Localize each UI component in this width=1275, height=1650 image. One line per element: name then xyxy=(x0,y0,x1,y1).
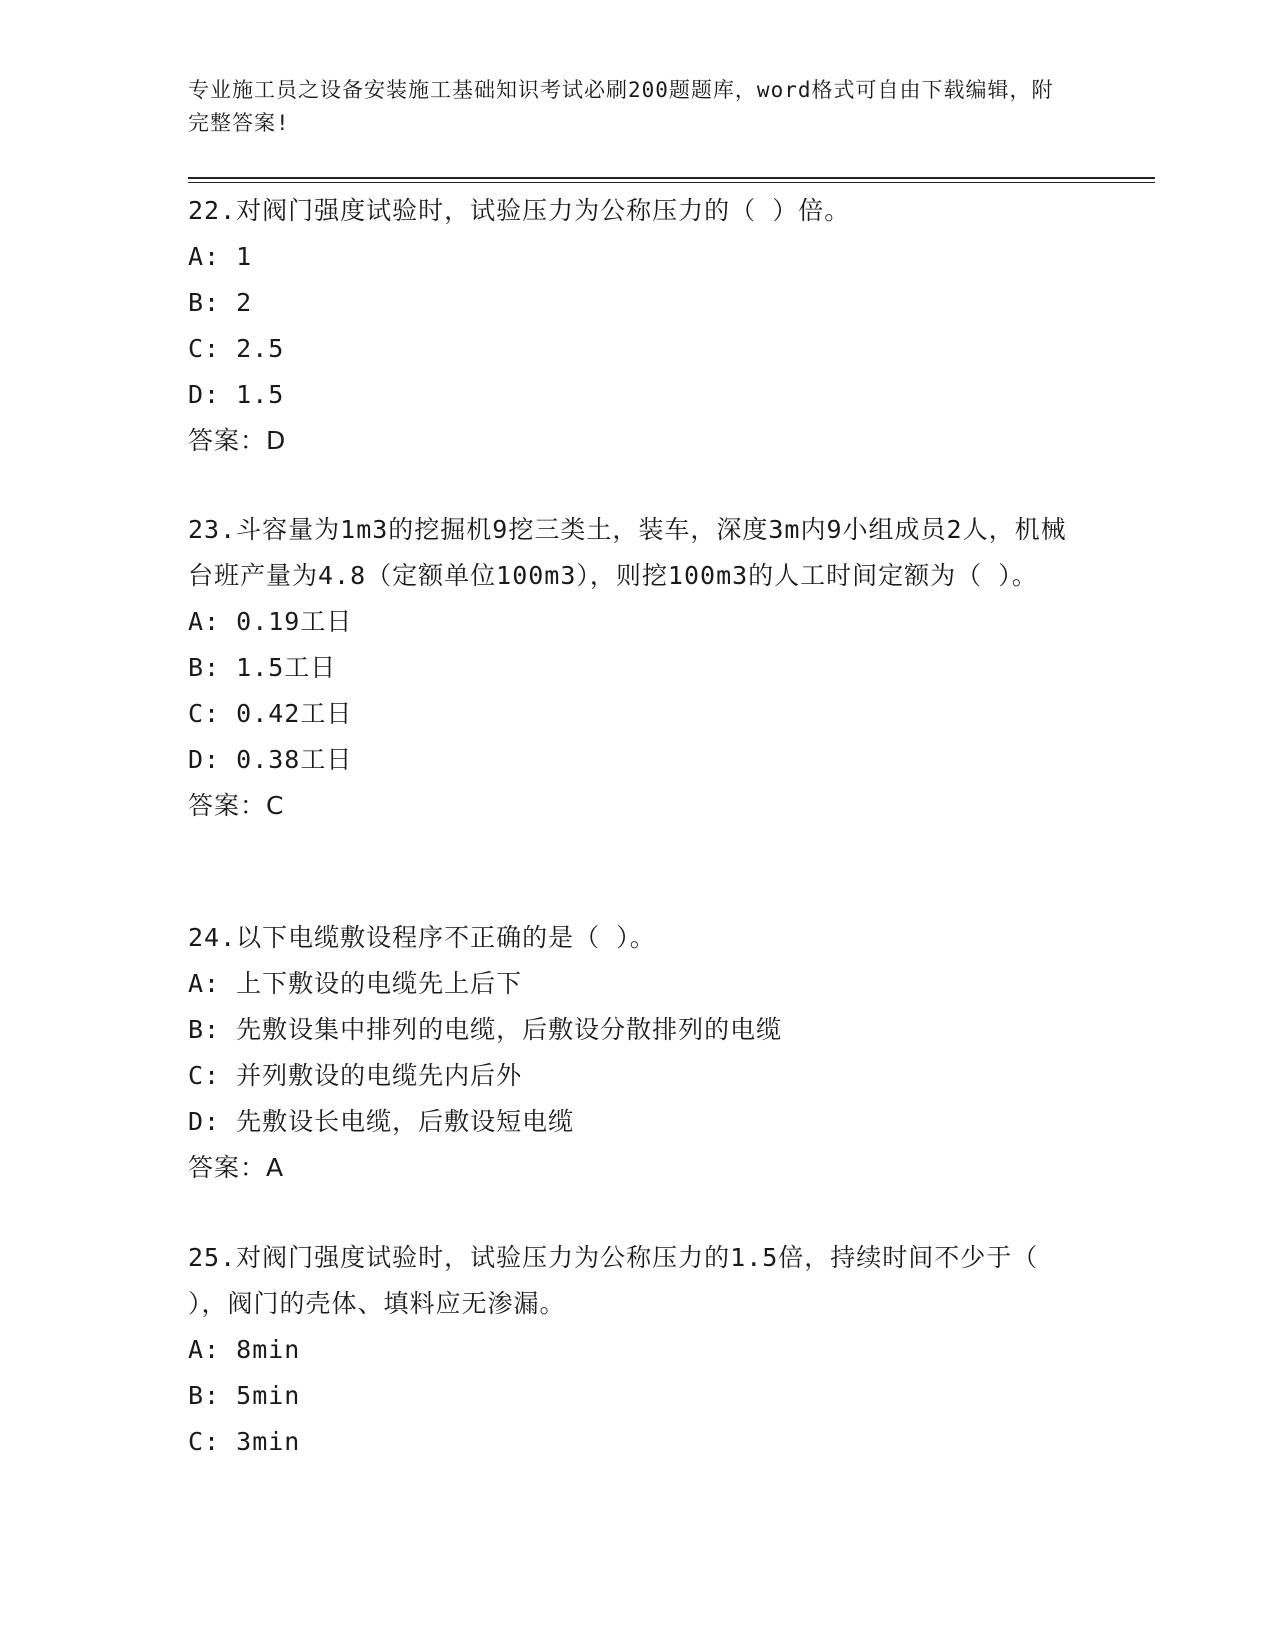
question-stem: 25.对阀门强度试验时，试验压力为公称压力的1.5倍，持续时间不少于（ ），阀门的壳体、填料应无渗漏。 xyxy=(188,1243,1039,1318)
option-d: D: 先敷设长电缆，后敷设短电缆 xyxy=(188,1107,575,1136)
option-c: C: 0.42工日 xyxy=(188,699,353,728)
question-25 xyxy=(188,1235,1068,1465)
header-divider xyxy=(188,177,1155,183)
question-22 xyxy=(188,188,1068,464)
option-b: B: 1.5工日 xyxy=(188,653,337,682)
option-a: A: 1 xyxy=(188,242,253,271)
option-d: D: 1.5 xyxy=(188,380,285,409)
option-a: A: 上下敷设的电缆先上后下 xyxy=(188,969,523,998)
option-b: B: 先敷设集中排列的电缆，后敷设分散排列的电缆 xyxy=(188,1015,783,1044)
question-stem: 23.斗容量为1m3的挖掘机9挖三类土，装车，深度3m内9小组成员2人，机械台班产量为4.8（定额单位100m3），则挖100m3的人工时间定额为（ ）。 xyxy=(188,515,1067,590)
question-23 xyxy=(188,507,1068,829)
option-b: B: 5min xyxy=(188,1381,301,1410)
question-stem: 24.以下电缆敷设程序不正确的是（ ）。 xyxy=(188,923,656,952)
option-d: D: 0.38工日 xyxy=(188,745,353,774)
answer-label: 答案：A xyxy=(188,1153,285,1182)
option-c: C: 3min xyxy=(188,1427,301,1456)
option-a: A: 0.19工日 xyxy=(188,607,353,636)
option-b: B: 2 xyxy=(188,288,253,317)
question-stem: 22.对阀门强度试验时，试验压力为公称压力的（ ）倍。 xyxy=(188,196,851,225)
document-title: 专业施工员之设备安装施工基础知识考试必刷200题题库，word格式可自由下载编辑，附完整答案! xyxy=(188,78,1054,135)
question-24 xyxy=(188,915,1068,1191)
option-c: C: 并列敷设的电缆先内后外 xyxy=(188,1061,523,1090)
option-a: A: 8min xyxy=(188,1335,301,1364)
option-c: C: 2.5 xyxy=(188,334,285,363)
answer-label: 答案：D xyxy=(188,426,287,455)
answer-label: 答案：C xyxy=(188,791,285,820)
